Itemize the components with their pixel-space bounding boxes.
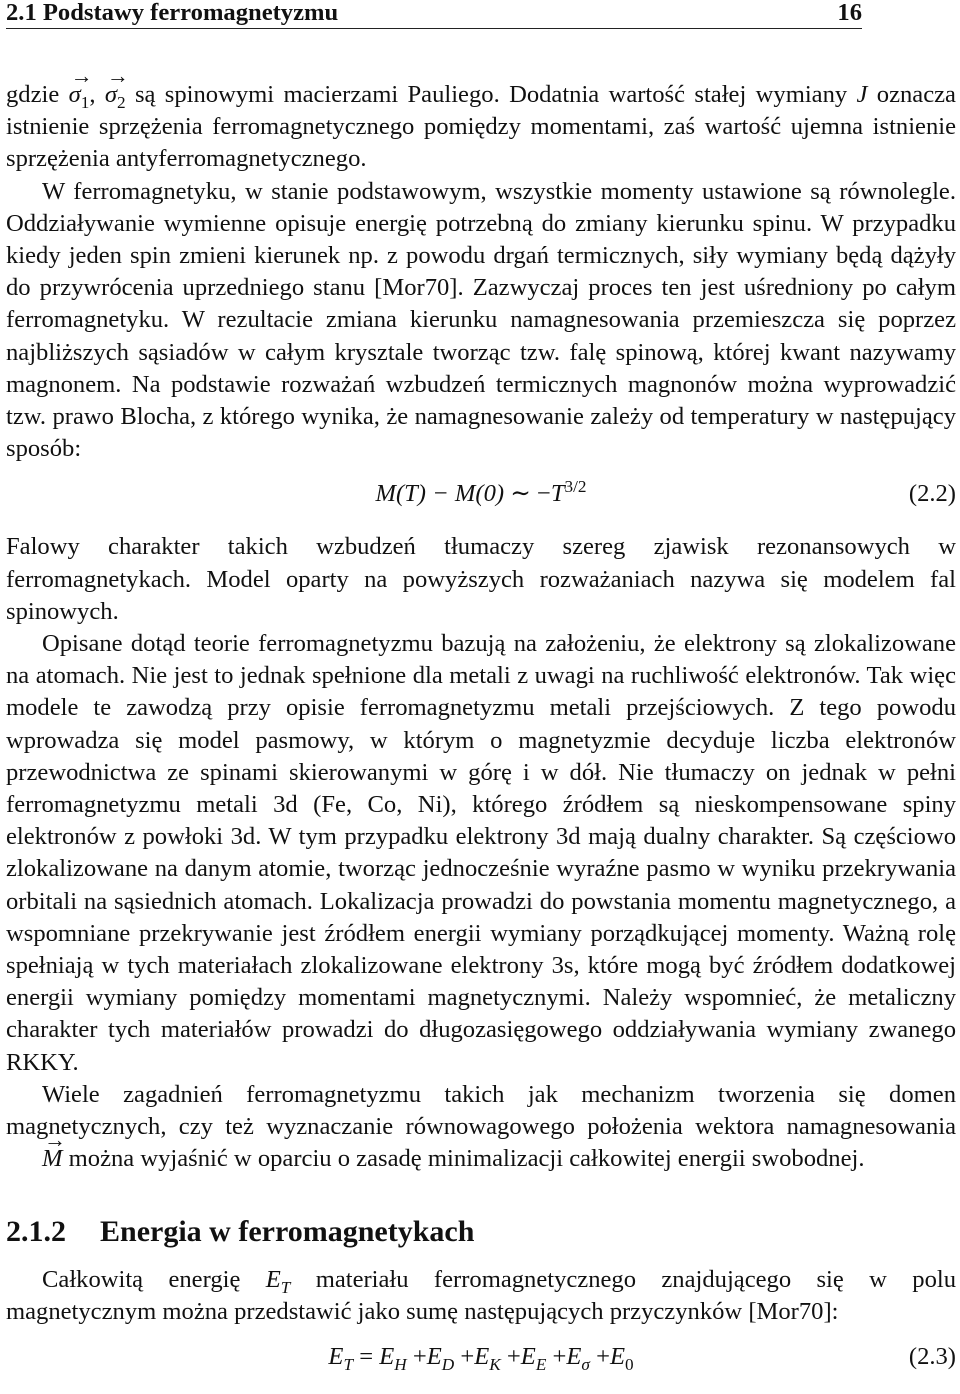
paragraph-ground-state: W ferromagnetyku, w stanie podstawowym, wszystkie momenty ustawione są równolegle. Oddziaływanie wymienne opisuje energię potrzebną do zmiany kierunku spinu. W przypadku kiedy jeden spin zmieni kierunek np. z powodu drgań termicznych, siły wymiany będą dążyły do przywrócenia uprzedniego stanu [Mor70]. Zazwyczaj proces ten jest uśredniony po całym ferromagnetyku. W rezultacie zmiana kierunku namagnesowania przemieszcza się poprzez najbliższych sąsiadów w całym krysztale tworząc tzw. falę spinową, której kwant nazywamy magnonem. Na podstawie rozważań wzbudzeń termicznych magnonów można wyprowadzić tzw. prawo Blocha, z którego wynika, że namagnesowanie zależy od temperatury w następujący sposób: <box>6 177 956 463</box>
sigma2-vector: → $\sigma_2$ <box>105 79 126 111</box>
equation-number: (2.2) <box>908 480 956 508</box>
paragraph-total-energy: Całkowitą energię $E_T$ materiału ferromagnetycznego znajdującego się w polu magnetycznym można przedstawić jako sumę następujących przyczynków [Mor70]: <box>6 1265 956 1325</box>
document-page <box>6 0 956 1374</box>
paragraph-domains: Wiele zagadnień ferromagnetyzmu takich jak mechanizm tworzenia się domen magnetycznych, czy też wyznaczanie równowagowego położenia wektora namagnesowania → M można wyjaśnić w oparciu o zasadę minimalizacji całkowitej energii swobodnej. <box>6 1079 956 1176</box>
equation-2-2 <box>6 470 956 526</box>
bloch-law-formula: M(T) − M(0) ∼ $-T^{3/2}$ <box>375 477 587 508</box>
page-number: 16 <box>837 0 862 26</box>
running-header <box>6 0 862 29</box>
total-energy-symbol: $E_T$ <box>265 1265 291 1297</box>
paragraph-band-model: Opisane dotąd teorie ferromagnetyzmu bazują na założeniu, że elektrony są zlokalizowane na atomach. Nie jest to jednak spełnione dla metali z uwagi na ruchliwość elektronów. Tak więc modele te zawodzą przy opisie ferromagnetyzmu metali przejściowych. Z tego powodu wprowadza się model pasmowy, w którym o magnetyzmie decyduje liczba elektronów przewodnictwa ze spinami skierowanymi w górę i w dół. Nie tłumaczy on jednak w pełni ferromagnetyzmu metali 3d (Fe, Co, Ni), którego źródłem są nieskompensowane spiny elektronów z powłoki 3d. W tym przypadku elektrony 3d mają dualny charakter. Są częściowo zlokalizowane na danym atomie, tworząc jednocześnie wyraźne pasmo w wyniku przekrywania orbitali na sąsiednich atomach. Lokalizacja prowadzi do powstania momentu magnetycznego, a wspomniane przekrywanie jest źródłem energii wymiany porządkującej momenty. Ważną rolę spełniają w tych materiałach zlokalizowane elektrony 3s, które mogą być źródłem dodatkowej energii wymiany pomiędzy momentami magnetycznymi. Należy wspomnieć, że metaliczny charakter tych materiałów prowadzi do długozasięgowego oddziaływania wymiany zwanego RKKY. <box>6 630 956 1076</box>
section-heading <box>6 1214 956 1250</box>
section-heading-title: Energia w ferromagnetykach <box>100 1214 475 1248</box>
paragraph-pauli: gdzie → $\sigma_1$, → $\sigma_2$ są spinowymi macierzami Pauliego. Dodatnia wartość stałej wymiany J oznacza istnienie sprzężenia ferromagnetycznego pomiędzy momentami, zaś wartość ujemna istnienie sprzężenia antyferromagnetycznego. <box>6 79 956 176</box>
section-title: 2.1 Podstawy ferromagnetyzmu <box>6 0 339 26</box>
energy-sum-formula: $E_T = E_H +E_D +E_K +E_E +E_\sigma +E_0$ <box>328 1342 634 1374</box>
exchange-constant-J: J <box>856 81 868 108</box>
equation-2-3 <box>6 1333 956 1389</box>
magnetization-vector-M: → M <box>6 1143 63 1175</box>
paragraph-spin-waves: Falowy charakter takich wzbudzeń tłumaczy szereg zjawisk rezonansowych w ferromagnetykach. Model oparty na powyższych rozważaniach nazywa się modelem fal spinowych. <box>6 533 956 625</box>
section-number: 2.1.2 <box>6 1214 66 1248</box>
sigma1-vector: → $\sigma_1$ <box>69 79 90 111</box>
equation-number: (2.3) <box>908 1342 956 1370</box>
page-body <box>6 79 956 1394</box>
